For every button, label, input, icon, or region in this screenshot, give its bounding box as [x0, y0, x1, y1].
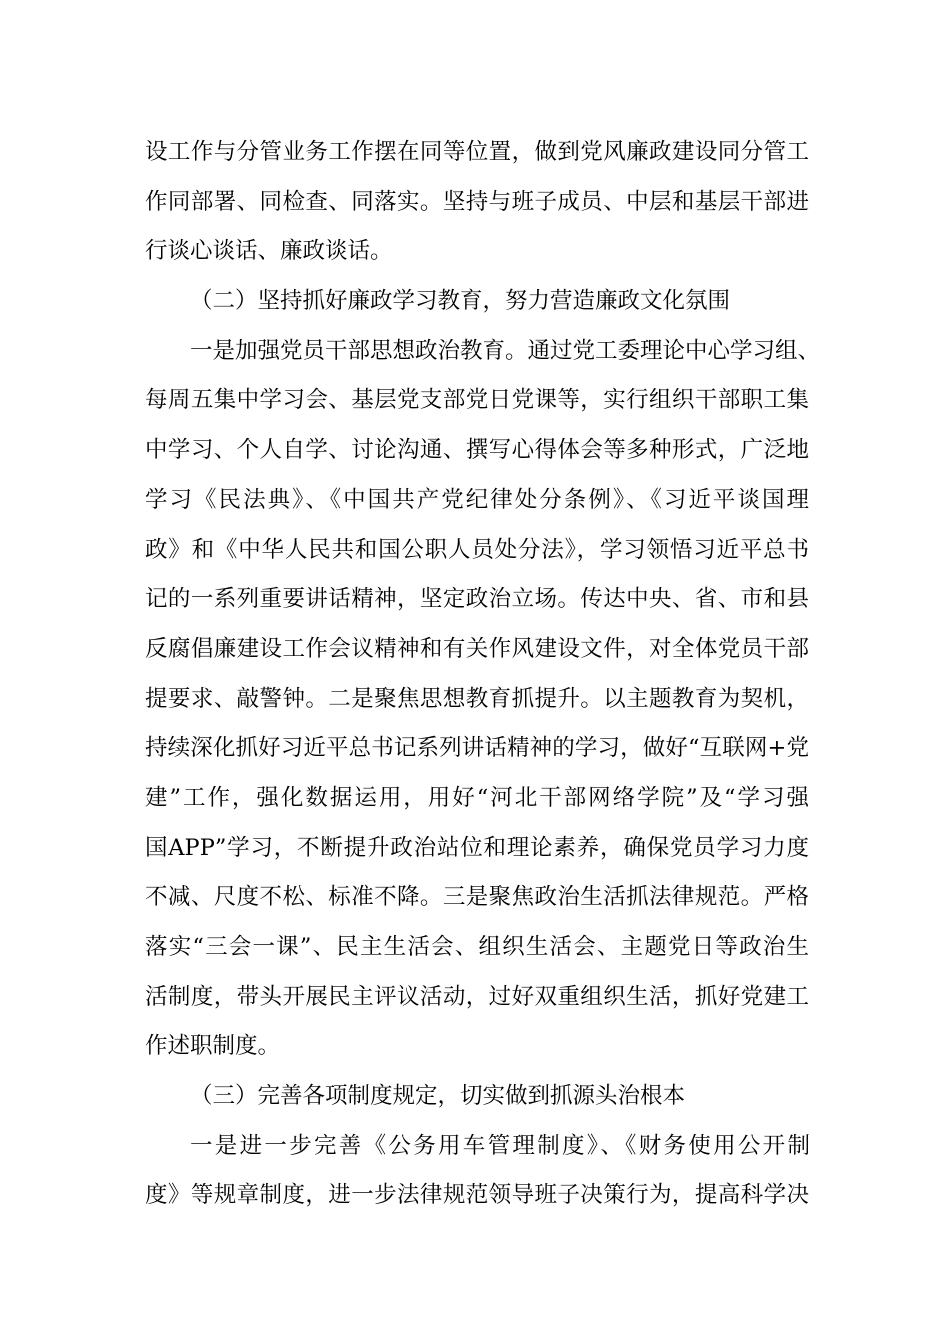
body-text-line: 作述职制度。 — [145, 1033, 281, 1059]
body-text-line: 记的一系列重要讲话精神，坚定政治立场。传达中央、省、市和县 — [145, 586, 809, 612]
body-text-line: 国APP”学习，不断提升政治站位和理论素养，确保党员学习力度 — [145, 835, 809, 861]
body-text-line: 作同部署、同检查、同落实。坚持与班子成员、中层和基层干部进 — [145, 189, 809, 215]
body-text-line: 提要求、敲警钟。二是聚焦思想教育抓提升。以主题教育为契机， — [145, 686, 809, 712]
body-text-line: 反腐倡廉建设工作会议精神和有关作风建设文件，对全体党员干部 — [145, 636, 809, 662]
body-text-line: 持续深化抓好习近平总书记系列讲话精神的学习，做好“互联网+党 — [145, 735, 809, 761]
body-text-line: 学习《民法典》、《中国共产党纪律处分条例》、《习近平谈国理 — [145, 487, 809, 513]
paragraph-first-line: 一是进一步完善《公务用车管理制度》、《财务使用公开制 — [190, 1133, 810, 1159]
paragraph-first-line: 一是加强党员干部思想政治教育。通过党工委理论中心学习组、 — [190, 338, 821, 364]
body-text-line: 政》和《中华人民共和国公职人员处分法》，学习领悟习近平总书 — [145, 537, 809, 563]
body-text-line: 度》等规章制度，进一步法律规范领导班子决策行为，提高科学决 — [145, 1182, 809, 1208]
body-text-line: 行谈心谈话、廉政谈话。 — [145, 238, 393, 264]
section-heading-3: （三）完善各项制度规定，切实做到抓源头治根本 — [190, 1083, 686, 1109]
body-text-line: 每周五集中学习会、基层党支部党日党课等，实行组织干部职工集 — [145, 387, 809, 413]
body-text-line: 落实“三会一课”、民主生活会、组织生活会、主题党日等政治生 — [145, 934, 809, 960]
body-text-line: 中学习、个人自学、讨论沟通、撰写心得体会等多种形式，广泛地 — [145, 437, 809, 463]
body-text-line: 建”工作，强化数据运用，用好“河北干部网络学院”及“学习强 — [145, 785, 809, 811]
body-text-line: 设工作与分管业务工作摆在同等位置，做到党风廉政建设同分管工 — [145, 139, 809, 165]
section-heading-2: （二）坚持抓好廉政学习教育，努力营造廉政文化氛围 — [190, 288, 731, 314]
body-text-line: 活制度，带头开展民主评议活动，过好双重组织生活，抓好党建工 — [145, 984, 809, 1010]
body-text-line: 不减、尺度不松、标准不降。三是聚焦政治生活抓法律规范。严格 — [145, 884, 809, 910]
